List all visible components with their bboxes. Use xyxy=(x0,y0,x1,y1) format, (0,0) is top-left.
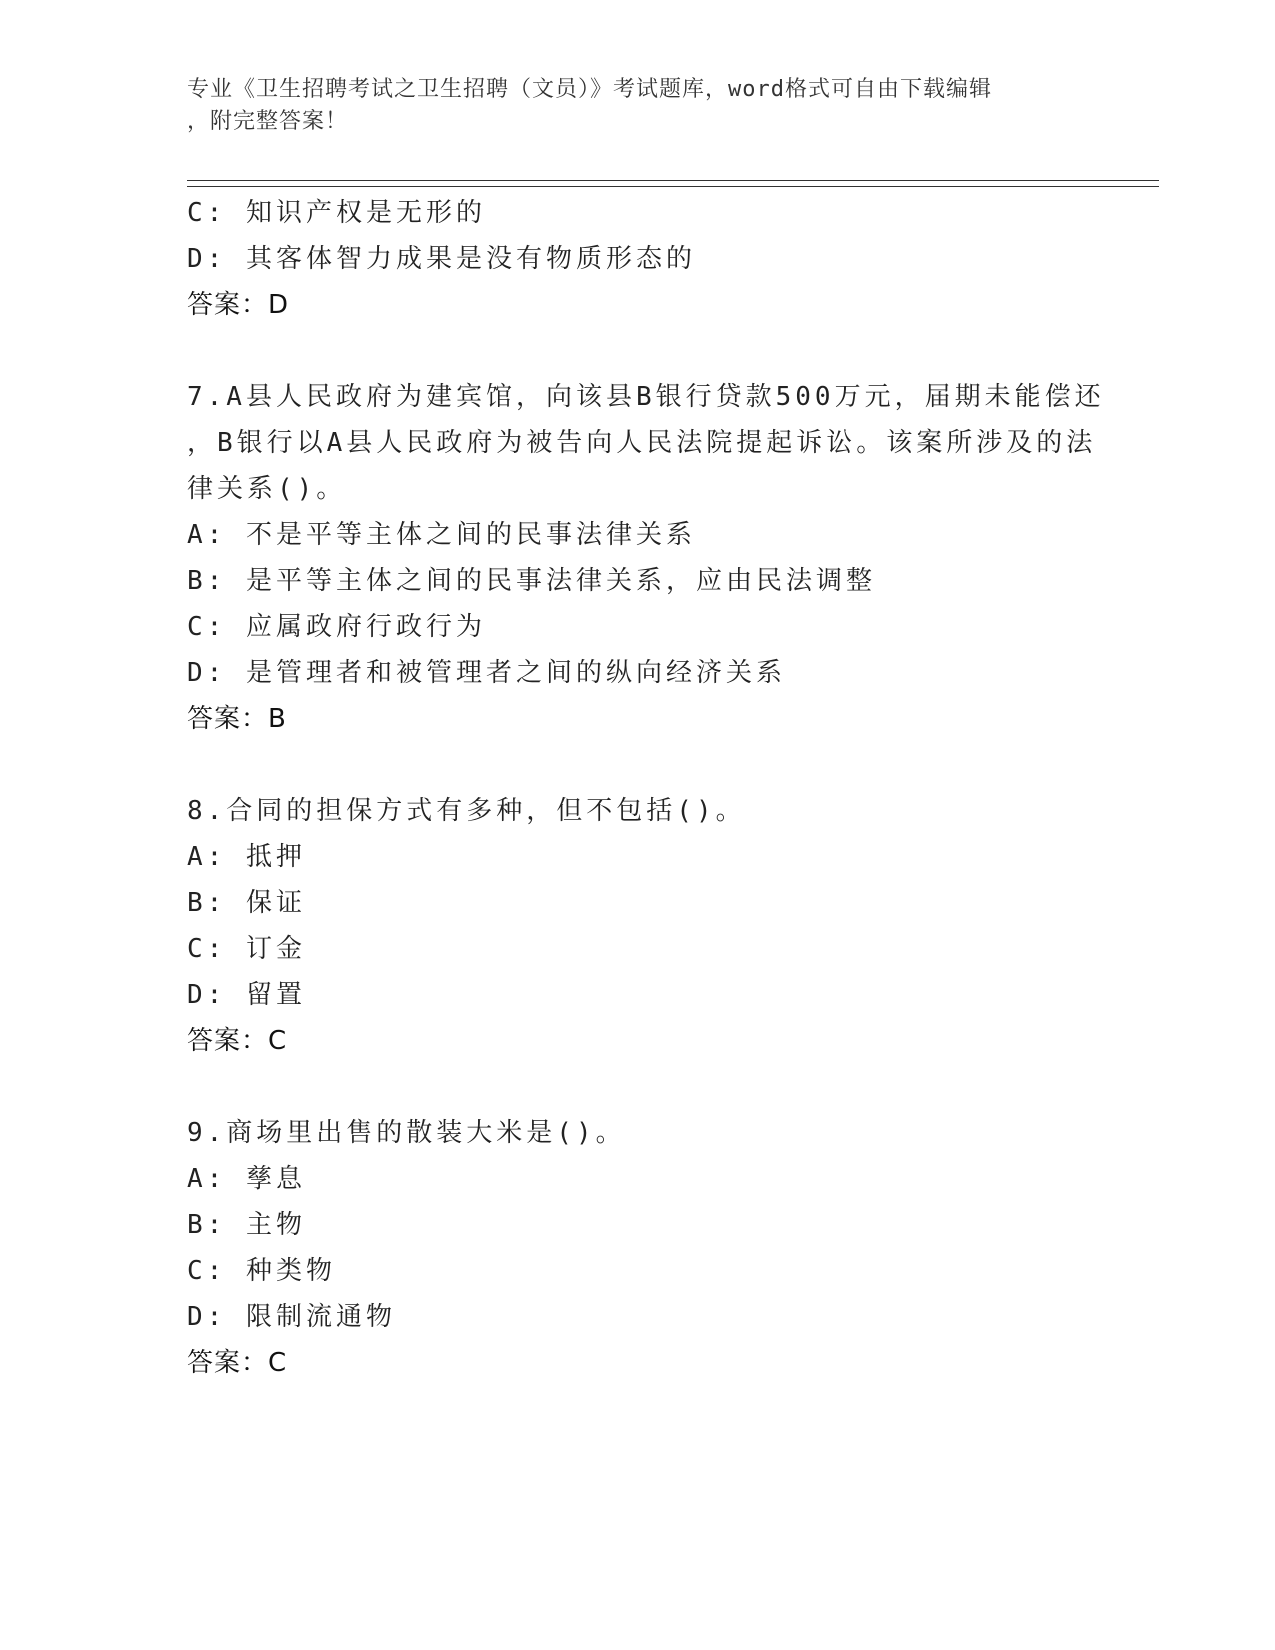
document-header xyxy=(187,74,1087,138)
option-d: D: 其客体智力成果是没有物质形态的 xyxy=(187,244,696,274)
option-a: A: 孳息 xyxy=(187,1164,306,1194)
question-stem-line: ，B银行以A县人民政府为被告向人民法院提起诉讼。该案所涉及的法 xyxy=(187,428,1097,458)
option-c: C: 知识产权是无形的 xyxy=(187,198,486,228)
answer-line: 答案：B xyxy=(187,704,287,734)
answer-line: 答案：C xyxy=(187,1348,288,1378)
option-d: D: 留置 xyxy=(187,980,306,1010)
previous-question-tail xyxy=(187,190,1147,328)
option-b: B: 是平等主体之间的民事法律关系，应由民法调整 xyxy=(187,566,876,596)
question-stem-line: 7.A县人民政府为建宾馆，向该县B银行贷款500万元，届期未能偿还 xyxy=(187,382,1105,412)
option-a: A: 不是平等主体之间的民事法律关系 xyxy=(187,520,696,550)
document-body xyxy=(187,190,1147,1386)
question-stem-line: 8.合同的担保方式有多种，但不包括()。 xyxy=(187,796,746,826)
header-divider-bottom xyxy=(187,186,1159,187)
option-c: C: 订金 xyxy=(187,934,306,964)
question-7 xyxy=(187,374,1147,742)
option-c: C: 应属政府行政行为 xyxy=(187,612,486,642)
question-stem-line: 律关系()。 xyxy=(187,474,347,504)
option-d: D: 是管理者和被管理者之间的纵向经济关系 xyxy=(187,658,786,688)
question-9 xyxy=(187,1110,1147,1386)
option-d: D: 限制流通物 xyxy=(187,1302,396,1332)
question-stem-line: 9.商场里出售的散装大米是()。 xyxy=(187,1118,626,1148)
option-b: B: 保证 xyxy=(187,888,306,918)
answer-line: 答案：D xyxy=(187,290,290,320)
answer-line: 答案：C xyxy=(187,1026,288,1056)
question-8 xyxy=(187,788,1147,1064)
option-c: C: 种类物 xyxy=(187,1256,336,1286)
option-a: A: 抵押 xyxy=(187,842,306,872)
header-line-1: 专业《卫生招聘考试之卫生招聘（文员）》考试题库，word格式可自由下载编辑 xyxy=(187,77,992,102)
header-line-2: ，附完整答案！ xyxy=(187,109,349,134)
header-divider-top xyxy=(187,180,1159,181)
option-b: B: 主物 xyxy=(187,1210,306,1240)
